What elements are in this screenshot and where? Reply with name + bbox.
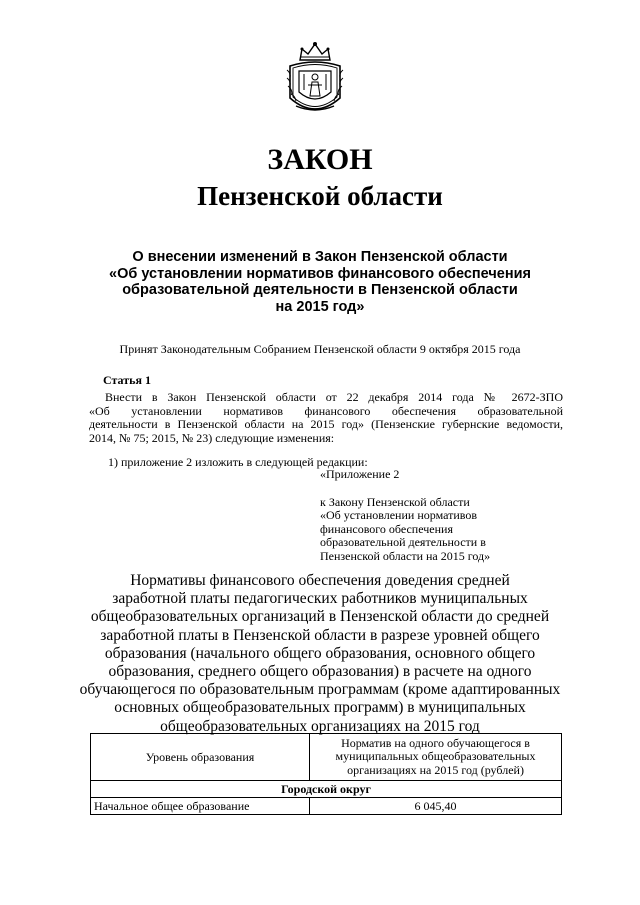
norms-title-line: общеобразовательных организациях на 2015 год	[160, 717, 480, 735]
appendix-line: образовательной деятельности в	[320, 535, 486, 549]
subtitle-line: образовательной деятельности в Пензенской области	[122, 282, 518, 298]
appendix-title: «Приложение 2	[320, 467, 400, 481]
law-subtitle	[60, 249, 580, 315]
article-line: деятельности в Пензенской области на 2015 год» (Пензенские губернские ведомости,	[89, 418, 563, 431]
table-row	[91, 798, 562, 815]
table-group-row	[91, 781, 562, 798]
article-line: Внести в Закон Пензенской области от 22 декабря 2014 года № 2672-ЗПО	[105, 391, 563, 404]
subtitle-line: «Об установлении нормативов финансового обеспечения	[109, 265, 531, 282]
appendix-line: к Закону Пензенской области	[320, 494, 470, 509]
subtitle-line: О внесении изменений в Закон Пензенской области	[132, 249, 508, 265]
appendix-line: финансового обеспечения	[320, 521, 453, 536]
norms-title-line: Нормативы финансового обеспечения доведения средней	[130, 572, 510, 589]
subtitle-line: на 2015 год»	[275, 298, 365, 315]
column-header-line: организациях на 2015 год (рублей)	[347, 762, 524, 777]
column-header-level: Уровень образования	[91, 734, 310, 781]
appendix-line: «Об установлении нормативов	[320, 508, 478, 522]
article-line: 2014, № 75; 2015, № 23) следующие изменения:	[89, 430, 335, 445]
table-header-row	[91, 734, 562, 781]
row-value: 6 045,40	[310, 798, 562, 815]
adoption-note: Принят Законодательным Собранием Пензенской области 9 октября 2015 года	[119, 342, 521, 356]
norms-title-line: заработной платы педагогических работников муниципальных	[112, 590, 528, 608]
appendix-block	[320, 468, 490, 563]
article-heading: Статья 1	[103, 373, 151, 387]
article-text	[89, 391, 563, 445]
column-header-line: муниципальных общеобразовательных	[335, 749, 536, 764]
row-level: Начальное общее образование	[91, 798, 310, 815]
norms-title-line: заработной платы в Пензенской области в разрезе уровней общего	[100, 626, 540, 644]
norms-title-line: обучающегося по образовательным программам (кроме адаптированных	[79, 681, 561, 699]
appendix-line: Пензенской области на 2015 год»	[320, 548, 491, 563]
norms-table	[90, 733, 562, 815]
norms-title-line: общеобразовательных организаций в Пензенской области до средней	[90, 608, 550, 626]
column-header-line: Норматив на одного обучающегося в	[341, 735, 530, 750]
law-region: Пензенской области	[197, 181, 443, 211]
law-title: ЗАКОН	[267, 143, 373, 176]
norms-title-line: основных общеобразовательных программ) в муниципальных	[114, 699, 526, 717]
norms-title-line: образования (начального общего образования, основного общего	[104, 644, 536, 662]
group-label: Городской округ	[91, 781, 562, 798]
norms-title	[70, 572, 570, 736]
coat-of-arms-emblem	[284, 40, 346, 120]
column-header-norm	[310, 734, 562, 781]
article-item: 1) приложение 2 изложить в следующей редакции:	[108, 455, 368, 469]
article-line: «Об установлении нормативов финансового обеспечения образовательной	[89, 404, 563, 418]
norms-title-line: образования, среднего общего образования) в расчете на одного	[108, 663, 532, 681]
